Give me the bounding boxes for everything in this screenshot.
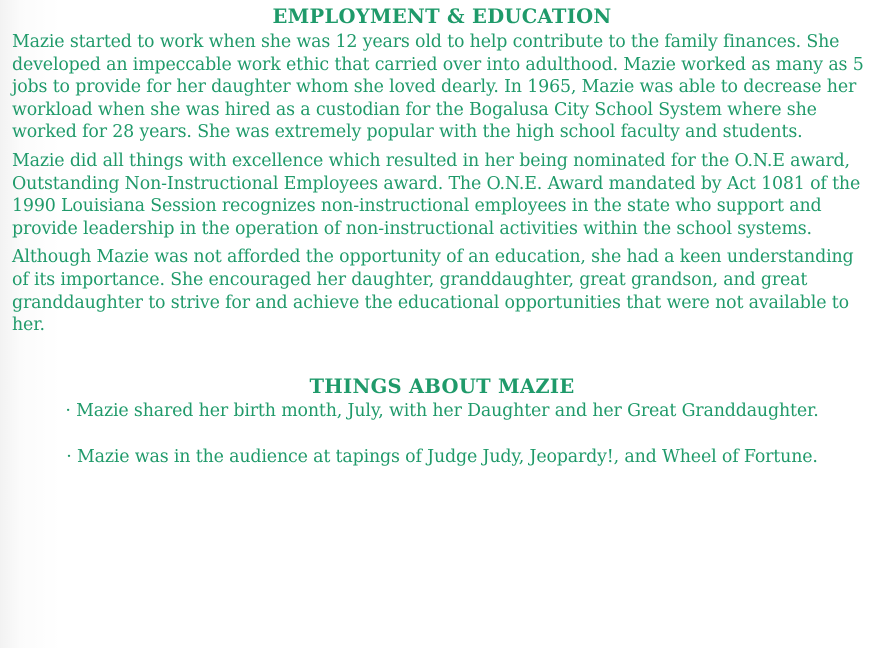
employment-education-heading: EMPLOYMENT & EDUCATION [272, 5, 612, 28]
things-about-mazie-section [12, 375, 872, 469]
document-page [12, 0, 872, 491]
employment-education-section [12, 5, 872, 337]
employment-paragraph-2: Mazie did all things with excellence which resulted in her being nominated for the O.N.E award, Outstanding Non-Instructional Employees award. The O.N.E. Award mandated by Act 1081 of the 1990 Louisiana Session recognizes non-instructional employees in the state who support and provide leadership in the operation of non-instructional activities within the school systems. [12, 150, 861, 239]
list-item: · Mazie was in the audience at tapings of Judge Judy, Jeopardy!, and Wheel of Fortune. [66, 446, 818, 467]
employment-paragraph-3: Although Mazie was not afforded the opportunity of an education, she had a keen understanding of its importance. She encouraged her daughter, granddaughter, great grandson, and great granddaughter to strive for and achieve the educational opportunities that were not available to her. [12, 247, 854, 336]
list-item: · Mazie shared her birth month, July, with her Daughter and her Great Granddaughter. [65, 400, 819, 421]
employment-paragraph-1: Mazie started to work when she was 12 years old to help contribute to the family finances. She developed an impeccable work ethic that carried over into adulthood. Mazie worked as many as 5 jobs to provide for her daughter whom she loved dearly. In 1965, Mazie was able to decrease her workload when she was hired as a custodian for the Bogalusa City School System where she worked for 28 years. She was extremely popular with the high school faculty and students. [12, 32, 864, 143]
things-list [12, 399, 872, 469]
things-about-mazie-heading: THINGS ABOUT MAZIE [309, 374, 575, 398]
